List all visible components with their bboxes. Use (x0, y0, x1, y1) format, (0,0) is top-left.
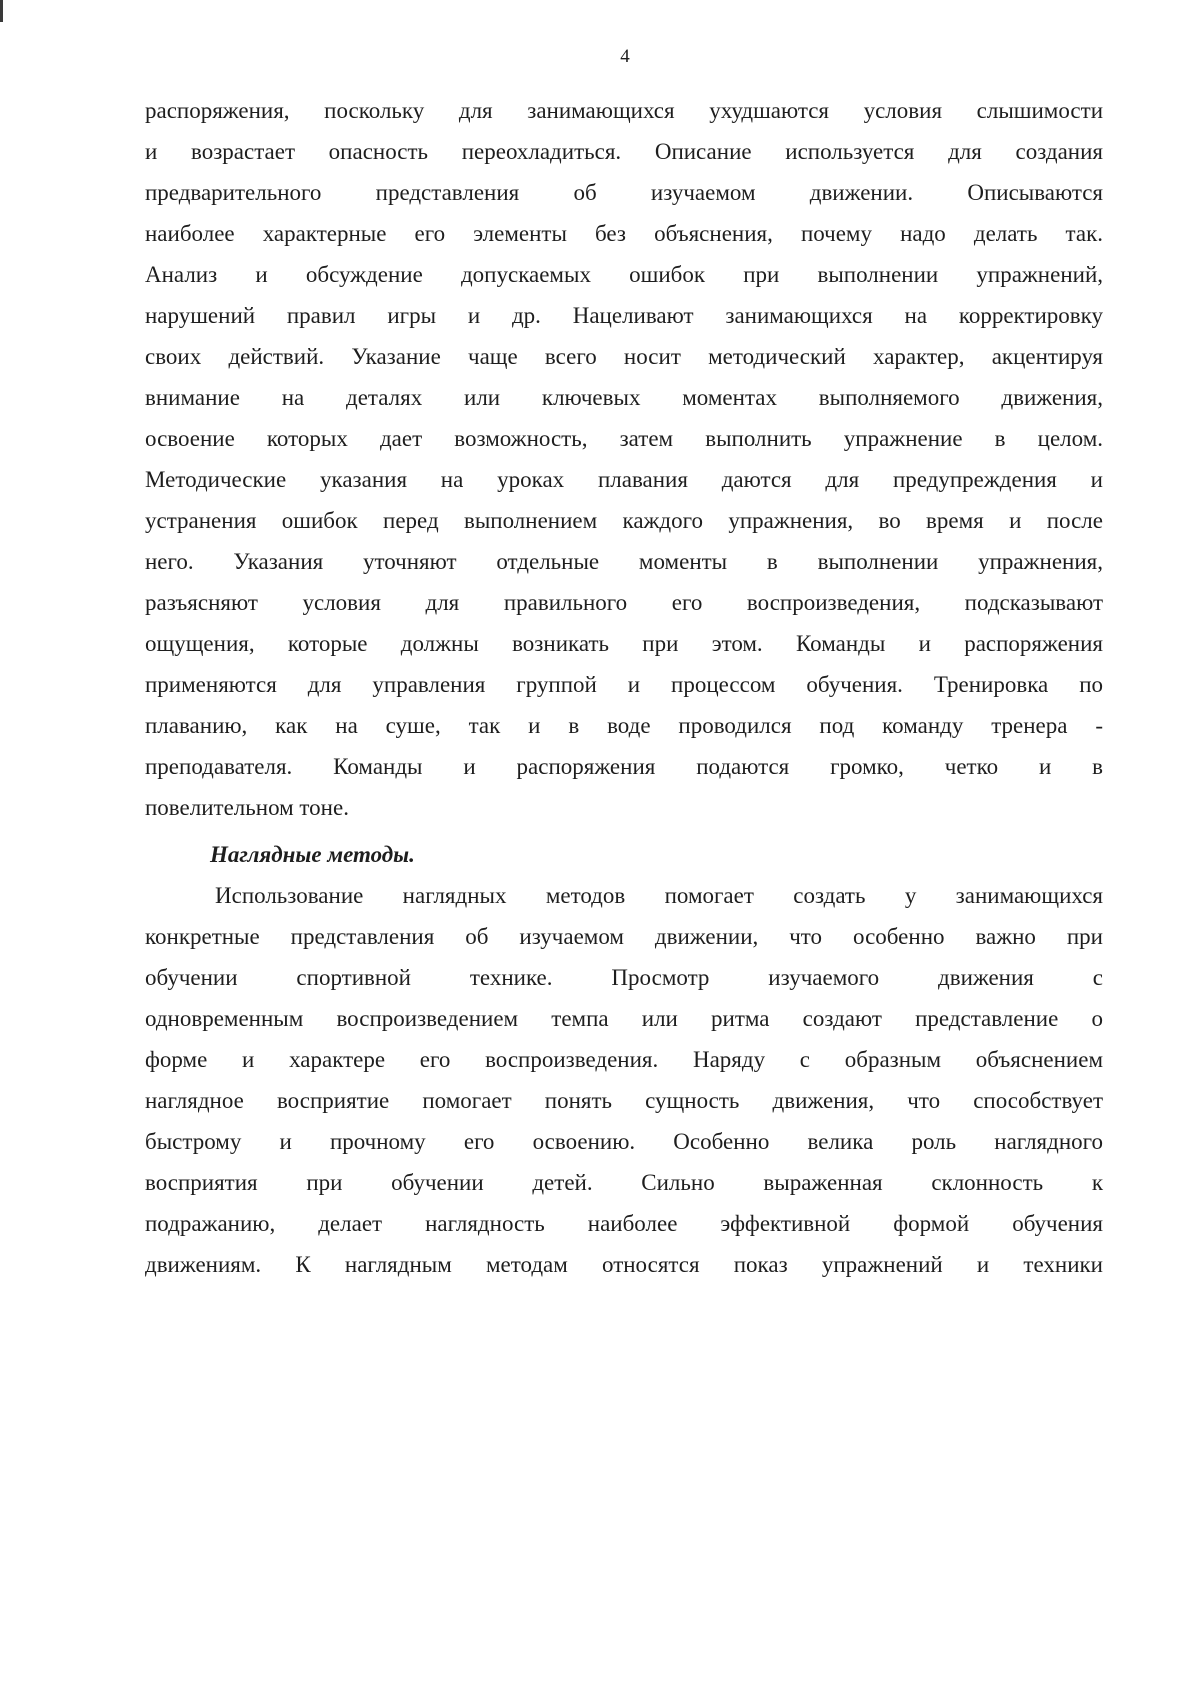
text-line: обучении спортивной технике. Просмотр изучаемого движения с (145, 965, 1103, 990)
text-line: внимание на деталях или ключевых моментах выполняемого движения, (145, 385, 1103, 410)
text-line: восприятия при обучении детей. Сильно выраженная склонность к (145, 1170, 1103, 1195)
text-line: наглядное восприятие помогает понять сущность движения, что способствует (145, 1088, 1103, 1113)
page-number: 4 (620, 46, 630, 67)
text-line: повелительном тоне. (145, 795, 349, 820)
text-line: Использование наглядных методов помогает создать у занимающихся (215, 883, 1103, 908)
scan-edge-mark (0, 0, 3, 22)
text-line: предварительного представления об изучаемом движении. Описываются (145, 180, 1103, 205)
text-line: форме и характере его воспроизведения. Наряду с образным объяснением (145, 1047, 1103, 1072)
text-line: ощущения, которые должны возникать при этом. Команды и распоряжения (145, 631, 1103, 656)
text-line: и возрастает опасность переохладиться. Описание используется для создания (145, 139, 1103, 164)
text-line: применяются для управления группой и процессом обучения. Тренировка по (145, 672, 1103, 697)
text-line: Методические указания на уроках плавания даются для предупреждения и (145, 467, 1103, 492)
text-line: движениям. К наглядным методам относятся показ упражнений и техники (145, 1252, 1103, 1277)
text-line: своих действий. Указание чаще всего носит методический характер, акцентируя (145, 344, 1103, 369)
text-line: распоряжения, поскольку для занимающихся ухудшаются условия слышимости (145, 98, 1103, 123)
text-line: него. Указания уточняют отдельные моменты в выполнении упражнения, (145, 549, 1103, 574)
text-line: преподавателя. Команды и распоряжения подаются громко, четко и в (145, 754, 1103, 779)
text-line: разъясняют условия для правильного его воспроизведения, подсказывают (145, 590, 1103, 615)
text-line: Анализ и обсуждение допускаемых ошибок при выполнении упражнений, (145, 262, 1103, 287)
text-line: подражанию, делает наглядность наиболее эффективной формой обучения (145, 1211, 1103, 1236)
text-line: наиболее характерные его элементы без объяснения, почему надо делать так. (145, 221, 1103, 246)
text-line: конкретные представления об изучаемом движении, что особенно важно при (145, 924, 1103, 949)
text-line: одновременным воспроизведением темпа или ритма создают представление о (145, 1006, 1103, 1031)
text-line: нарушений правил игры и др. Нацеливают занимающихся на корректировку (145, 303, 1103, 328)
text-line: быстрому и прочному его освоению. Особенно велика роль наглядного (145, 1129, 1103, 1154)
text-line: плаванию, как на суше, так и в воде проводился под команду тренера - (145, 713, 1103, 738)
text-line: освоение которых дает возможность, затем выполнить упражнение в целом. (145, 426, 1103, 451)
text-line: устранения ошибок перед выполнением каждого упражнения, во время и после (145, 508, 1103, 533)
section-heading: Наглядные методы. (210, 842, 415, 867)
